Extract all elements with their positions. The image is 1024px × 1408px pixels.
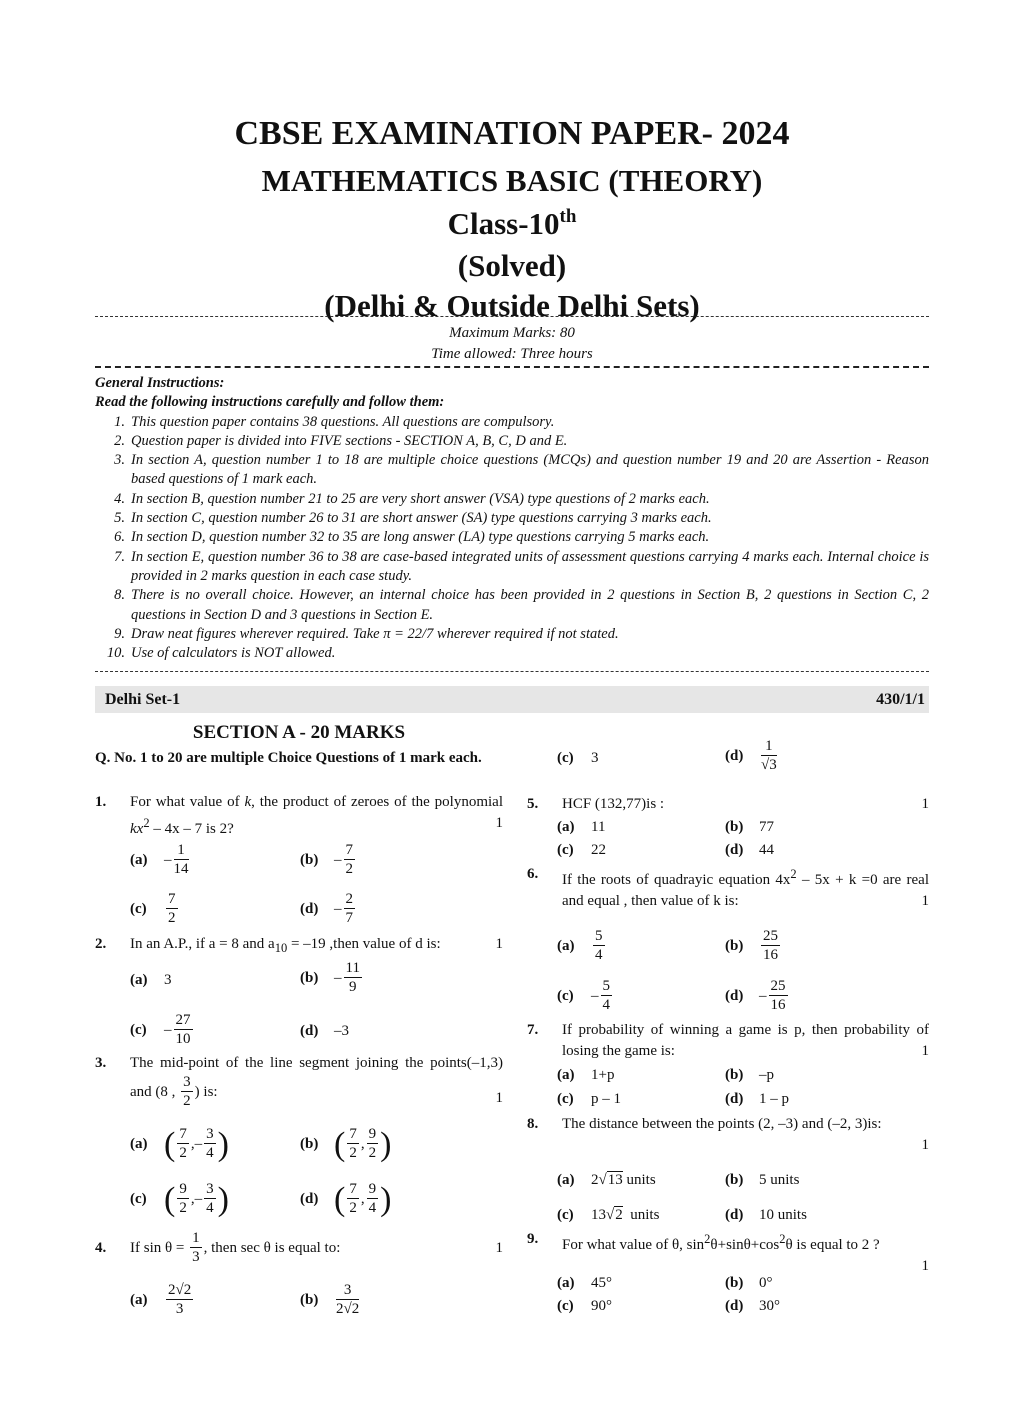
right-column bbox=[527, 720, 929, 1360]
option-a[interactable] bbox=[557, 1065, 614, 1086]
option-value: 44 bbox=[759, 842, 774, 858]
q-text: For what value of θ, sin bbox=[562, 1237, 705, 1253]
option-label: (d) bbox=[725, 842, 744, 858]
paren-close: ) bbox=[217, 1126, 229, 1163]
question-marks: 1 bbox=[495, 815, 503, 831]
fraction-num: 7 bbox=[345, 842, 353, 858]
q-text: θ+sinθ+cos bbox=[710, 1237, 780, 1253]
instruction-text: In section C, question number 26 to 31 are short answer (SA) type questions carrying 3 marks each. bbox=[131, 510, 712, 527]
radicand: 2 bbox=[615, 1207, 623, 1223]
instruction-number: 4. bbox=[114, 490, 125, 507]
instruction-item bbox=[95, 625, 929, 644]
option-value: p – 1 bbox=[591, 1091, 621, 1107]
fraction-num: 7 bbox=[168, 891, 176, 907]
instruction-number: 5. bbox=[114, 510, 125, 527]
option-label: (a) bbox=[557, 937, 575, 954]
fraction bbox=[761, 928, 780, 965]
question-marks: 1 bbox=[921, 893, 929, 909]
fraction-den: 4 bbox=[206, 1145, 214, 1161]
question-text bbox=[130, 792, 503, 840]
option-c[interactable]: (c) – $\frac{27}{10}$ bbox=[130, 1012, 191, 1047]
fraction-den: √3 bbox=[761, 757, 777, 773]
fraction-num: 11 bbox=[345, 960, 360, 976]
instruction-item bbox=[95, 548, 929, 587]
option-label: (b) bbox=[300, 851, 319, 868]
q-sub: 10 bbox=[274, 941, 288, 955]
q-sup: 2 bbox=[704, 1232, 711, 1246]
fraction bbox=[344, 842, 356, 879]
fraction-den: 10 bbox=[175, 1031, 191, 1047]
fraction bbox=[204, 1126, 216, 1163]
fraction-num: 1 bbox=[192, 1230, 200, 1246]
option-label: (a) bbox=[130, 851, 148, 868]
option-c[interactable]: (c) – $\frac{5}{4}$ bbox=[557, 978, 610, 1013]
question-text bbox=[562, 794, 929, 815]
question-3 bbox=[95, 1053, 503, 1111]
option-c[interactable] bbox=[557, 1089, 621, 1110]
section-title: SECTION A - 20 MARKS bbox=[192, 722, 406, 743]
fraction-den: 3 bbox=[175, 1301, 184, 1317]
paren-close: ) bbox=[217, 1181, 229, 1218]
option-label: (d) bbox=[725, 1207, 744, 1223]
fraction-den: 4 bbox=[206, 1200, 214, 1216]
option-label: (d) bbox=[300, 1023, 319, 1039]
fraction-den: 4 bbox=[595, 947, 603, 963]
fraction bbox=[204, 1181, 216, 1218]
option-label: (a) bbox=[557, 1067, 575, 1083]
option-label: (a) bbox=[130, 972, 148, 988]
option-b[interactable] bbox=[725, 817, 774, 838]
option-b[interactable] bbox=[725, 1170, 799, 1191]
fraction bbox=[174, 842, 189, 879]
option-label: (c) bbox=[557, 1091, 574, 1107]
fraction bbox=[769, 978, 788, 1015]
paper-meta bbox=[95, 323, 929, 365]
fraction-den: 2 bbox=[183, 1093, 191, 1109]
option-c[interactable] bbox=[557, 840, 606, 861]
fraction-den: 9 bbox=[348, 979, 357, 995]
q-var: k bbox=[244, 794, 252, 810]
question-4 bbox=[95, 1230, 503, 1267]
fraction bbox=[336, 1282, 359, 1319]
question-8 bbox=[527, 1114, 929, 1156]
option-label: (d) bbox=[725, 747, 744, 764]
option-label: (b) bbox=[725, 819, 744, 835]
question-marks: 1 bbox=[921, 1043, 929, 1059]
instruction-number: 10. bbox=[106, 645, 125, 662]
option-label: (c) bbox=[130, 900, 147, 917]
option-label: (d) bbox=[300, 900, 319, 917]
question-1 bbox=[95, 792, 503, 840]
option-b[interactable]: (b) ( $\frac{7}{2}$ , $\frac{9}{2}$ ) bbox=[300, 1126, 392, 1163]
option-label: (a) bbox=[130, 1291, 148, 1308]
instructions-subheading: Read the following instructions carefully and follow them: bbox=[95, 394, 445, 411]
fraction-num: 9 bbox=[368, 1126, 377, 1142]
question-text bbox=[562, 864, 929, 912]
option-label: (b) bbox=[300, 1135, 319, 1152]
fraction-num: 3 bbox=[206, 1126, 214, 1142]
option-label: (d) bbox=[300, 1190, 319, 1207]
question-5 bbox=[527, 794, 929, 815]
fraction-den: 4 bbox=[368, 1200, 377, 1216]
instruction-text: Draw neat figures wherever required. Take π = 22/7 wherever required if not stated. bbox=[131, 625, 619, 642]
paper-title: CBSE EXAMINATION PAPER- 2024 bbox=[234, 115, 790, 152]
option-d[interactable] bbox=[300, 1021, 349, 1042]
question-number: 2. bbox=[95, 936, 107, 952]
option-value: 13 bbox=[591, 1207, 606, 1223]
question-text bbox=[130, 934, 503, 959]
instruction-text: Use of calculators is NOT allowed. bbox=[131, 645, 336, 662]
instruction-text: This question paper contains 38 questions. All questions are compulsory. bbox=[131, 413, 555, 430]
option-b[interactable] bbox=[725, 928, 782, 965]
instruction-number: 7. bbox=[114, 548, 125, 565]
question-number: 8. bbox=[527, 1116, 539, 1132]
fraction bbox=[166, 1282, 193, 1319]
fraction bbox=[601, 978, 613, 1015]
option-value: 2 bbox=[591, 1172, 599, 1188]
fraction-num: 25 bbox=[770, 978, 786, 994]
paren-open: ( bbox=[334, 1126, 346, 1163]
class-sup: th bbox=[559, 206, 577, 227]
fraction bbox=[347, 1181, 359, 1218]
fraction-den: 2 bbox=[345, 861, 353, 877]
question-number: 5. bbox=[527, 796, 539, 812]
option-d[interactable] bbox=[725, 840, 774, 861]
q-text: – 5x + k =0 are real and equal , then value of k is: bbox=[562, 872, 929, 909]
instruction-item bbox=[95, 644, 929, 663]
option-d[interactable]: (d) – $\frac{2}{7}$ bbox=[300, 891, 353, 926]
question-number: 7. bbox=[527, 1022, 539, 1038]
option-c[interactable] bbox=[130, 891, 180, 928]
option-label: (a) bbox=[130, 1135, 148, 1152]
fraction-num: 3 bbox=[336, 1282, 359, 1300]
question-marks: 1 bbox=[921, 1137, 929, 1153]
fraction bbox=[347, 1126, 359, 1163]
option-d[interactable] bbox=[725, 1296, 780, 1317]
option-label: (c) bbox=[557, 750, 574, 766]
fraction-num: 3 bbox=[206, 1181, 214, 1197]
fraction-num: 7 bbox=[349, 1126, 357, 1142]
fraction bbox=[367, 1126, 379, 1163]
paren-open: ( bbox=[164, 1181, 176, 1218]
question-9 bbox=[527, 1229, 929, 1277]
question-text bbox=[130, 1053, 503, 1111]
option-label: (a) bbox=[557, 1275, 575, 1291]
option-d[interactable]: (d) ( $\frac{7}{2}$ , $\frac{9}{4}$ ) bbox=[300, 1181, 392, 1218]
fraction-num: 9 bbox=[368, 1181, 377, 1197]
fraction-den: 2 bbox=[368, 1145, 377, 1161]
option-c[interactable]: (c) ( $\frac{9}{2}$ ,– $\frac{3}{4}$ ) bbox=[130, 1181, 229, 1218]
question-marks: 1 bbox=[495, 936, 503, 952]
q-text: ) is: bbox=[194, 1083, 218, 1100]
option-a[interactable] bbox=[130, 1282, 195, 1319]
option-a[interactable] bbox=[557, 928, 607, 965]
fraction bbox=[344, 891, 356, 928]
paper-subject: MATHEMATICS BASIC (THEORY) bbox=[261, 163, 763, 198]
q-text: θ is equal to 2 ? bbox=[785, 1237, 880, 1253]
fraction-num: 27 bbox=[175, 1012, 191, 1028]
fraction-num: 1 bbox=[761, 738, 777, 756]
fraction bbox=[761, 738, 777, 775]
option-value: 30° bbox=[759, 1298, 780, 1314]
option-d[interactable] bbox=[725, 738, 779, 775]
option-a[interactable]: (a) – $\frac{1}{14}$ bbox=[130, 842, 189, 877]
radicand: 13 bbox=[607, 1172, 623, 1188]
fraction-den: 2 bbox=[349, 1145, 357, 1161]
option-label: (b) bbox=[725, 1172, 744, 1188]
fraction-den: 2 bbox=[179, 1200, 187, 1216]
q-text: HCF (132,77)is : bbox=[562, 796, 665, 812]
fraction-den: 2 bbox=[168, 910, 176, 926]
question-marks: 1 bbox=[921, 1258, 929, 1274]
instruction-item bbox=[95, 451, 929, 490]
instruction-number: 9. bbox=[114, 625, 125, 642]
question-number: 6. bbox=[527, 866, 539, 882]
set-bar bbox=[95, 686, 929, 713]
fraction-den: 3 bbox=[192, 1249, 200, 1265]
fraction-den: 16 bbox=[763, 947, 778, 963]
fraction bbox=[593, 928, 605, 965]
option-c[interactable] bbox=[557, 748, 599, 769]
q-text: In an A.P., if a = 8 and a bbox=[130, 936, 275, 952]
set-code: 430/1/1 bbox=[876, 691, 925, 708]
option-a[interactable]: (a) ( $\frac{7}{2}$ ,– $\frac{3}{4}$ ) bbox=[130, 1126, 229, 1163]
question-text bbox=[562, 1229, 929, 1274]
fraction-num: 25 bbox=[763, 928, 778, 944]
option-a[interactable]: (a) 2√13 units bbox=[557, 1170, 656, 1191]
option-label: (c) bbox=[557, 1298, 574, 1314]
paper-sets: (Delhi & Outside Delhi Sets) bbox=[324, 288, 700, 323]
option-value: 45° bbox=[591, 1275, 612, 1291]
q-text: If the roots of quadrayic equation 4x bbox=[562, 872, 791, 888]
option-label: (c) bbox=[557, 842, 574, 858]
fraction-den: 7 bbox=[345, 910, 353, 926]
option-b[interactable]: (b) – $\frac{7}{2}$ bbox=[300, 842, 353, 877]
q-text: , then sec θ is equal to: bbox=[203, 1239, 341, 1256]
instruction-text: In section A, question number 1 to 18 are multiple choice questions (MCQs) and question number 19 and 20 are Assertion - Reason based questions of 1 mark each. bbox=[131, 452, 929, 488]
q-text: If sin θ = bbox=[130, 1239, 185, 1256]
option-label: (c) bbox=[130, 1190, 147, 1207]
question-number: 9. bbox=[527, 1231, 539, 1247]
q-sup: 2 bbox=[143, 816, 150, 830]
question-text bbox=[562, 1020, 929, 1062]
section-intro: Q. No. 1 to 20 are multiple Choice Questions of 1 mark each. bbox=[95, 750, 482, 766]
instruction-number: 3. bbox=[114, 452, 125, 469]
option-label: (d) bbox=[725, 987, 744, 1004]
instruction-text: In section B, question number 21 to 25 are very short answer (VSA) type questions of 2 marks each. bbox=[131, 490, 710, 507]
q-text: = –19 ,then value of d is: bbox=[287, 936, 441, 952]
fraction-num: 7 bbox=[349, 1181, 357, 1197]
q-text: – 4x – 7 is 2? bbox=[149, 821, 234, 837]
class-label: Class-10 bbox=[447, 206, 560, 241]
question-2 bbox=[95, 934, 503, 959]
question-7 bbox=[527, 1020, 929, 1062]
option-unit: units bbox=[626, 1172, 656, 1188]
option-c[interactable] bbox=[557, 1296, 612, 1317]
option-value: 3 bbox=[164, 972, 172, 988]
divider bbox=[95, 366, 929, 368]
option-a[interactable] bbox=[130, 970, 172, 991]
fraction-den: 16 bbox=[770, 997, 786, 1013]
option-d[interactable]: (d) – $\frac{25}{16}$ bbox=[725, 978, 786, 1013]
option-value: 1+p bbox=[591, 1067, 615, 1083]
divider bbox=[95, 316, 929, 317]
option-value: 90° bbox=[591, 1298, 612, 1314]
option-b[interactable]: (b) – $\frac{11}{9}$ bbox=[300, 960, 360, 995]
paper-title-block bbox=[95, 112, 929, 326]
instruction-text: In section E, question number 36 to 38 are case-based integrated units of assessment questions carrying 4 marks each. Internal choice is provided in 2 marks question in each case study. bbox=[131, 548, 929, 584]
paper-class bbox=[95, 204, 929, 244]
option-a[interactable] bbox=[557, 817, 605, 838]
option-value: 0° bbox=[759, 1275, 773, 1291]
question-text bbox=[562, 1114, 929, 1153]
option-c[interactable]: (c) 13√2 units bbox=[557, 1205, 659, 1226]
option-value: 11 bbox=[591, 819, 606, 835]
option-label: (d) bbox=[725, 1298, 744, 1314]
fraction bbox=[174, 1012, 193, 1049]
question-6 bbox=[527, 864, 929, 912]
fraction-den: 2 bbox=[179, 1145, 187, 1161]
option-label: (c) bbox=[557, 1207, 574, 1223]
option-value: 1 – p bbox=[759, 1091, 789, 1107]
instruction-number: 8. bbox=[114, 587, 125, 604]
instruction-item bbox=[95, 432, 929, 451]
question-marks: 1 bbox=[495, 1090, 503, 1106]
instruction-item bbox=[95, 586, 929, 625]
q-sup: 2 bbox=[779, 1232, 786, 1246]
instruction-text: Question paper is divided into FIVE sections - SECTION A, B, C, D and E. bbox=[131, 432, 568, 449]
q-text: For what value of bbox=[130, 794, 245, 810]
option-label: (a) bbox=[557, 819, 575, 835]
option-value: 5 units bbox=[759, 1172, 800, 1188]
option-label: (b) bbox=[725, 937, 744, 954]
option-label: (a) bbox=[557, 1172, 575, 1188]
fraction bbox=[177, 1126, 189, 1163]
question-number: 3. bbox=[95, 1055, 107, 1071]
time-allowed: Time allowed: Three hours bbox=[431, 346, 593, 362]
fraction bbox=[190, 1230, 202, 1267]
maximum-marks: Maximum Marks: 80 bbox=[449, 325, 575, 341]
general-instructions bbox=[95, 374, 929, 663]
fraction bbox=[177, 1181, 189, 1218]
option-d[interactable] bbox=[725, 1205, 807, 1226]
question-marks: 1 bbox=[921, 796, 929, 812]
instruction-item bbox=[95, 490, 929, 509]
option-label: (b) bbox=[725, 1067, 744, 1083]
question-marks: 1 bbox=[495, 1240, 503, 1256]
divider bbox=[95, 671, 929, 672]
fraction bbox=[344, 960, 362, 997]
q-text: If probability of winning a game is p, then probability of losing the game is: bbox=[562, 1022, 929, 1059]
option-value: 10 units bbox=[759, 1207, 807, 1223]
fraction-num: 5 bbox=[602, 978, 610, 994]
instruction-number: 6. bbox=[114, 529, 125, 546]
instructions-list bbox=[95, 413, 929, 664]
option-label: (d) bbox=[725, 1091, 744, 1107]
instruction-number: 2. bbox=[114, 432, 125, 449]
option-label: (c) bbox=[130, 1021, 147, 1038]
fraction-den: 2√2 bbox=[336, 1301, 360, 1317]
paren-close: ) bbox=[380, 1181, 392, 1218]
option-value: –p bbox=[759, 1067, 774, 1083]
fraction bbox=[181, 1074, 193, 1111]
option-label: (b) bbox=[300, 969, 319, 986]
fraction-num: 2 bbox=[345, 891, 353, 907]
q-var: kx bbox=[130, 821, 144, 837]
fraction-num: 2√2 bbox=[168, 1282, 192, 1298]
option-value: 22 bbox=[591, 842, 606, 858]
paren-open: ( bbox=[164, 1126, 176, 1163]
option-b[interactable] bbox=[725, 1273, 773, 1294]
q-text: The mid-point of the line segment joining the points(–1,3) and (8 , bbox=[130, 1055, 503, 1100]
option-value: 77 bbox=[759, 819, 774, 835]
instruction-item bbox=[95, 509, 929, 528]
instruction-text: There is no overall choice. However, an internal choice has been provided in 2 questions in Section B, 2 questions in Section C, 2 questions in Section D and 3 questions in Section E. bbox=[131, 587, 929, 623]
fraction bbox=[166, 891, 178, 928]
question-text bbox=[130, 1230, 503, 1267]
instructions-heading: General Instructions: bbox=[95, 375, 225, 391]
q-text: , the product of zeroes of the polynomial bbox=[251, 794, 503, 810]
left-column bbox=[95, 720, 503, 1360]
option-label: (b) bbox=[300, 1291, 319, 1308]
option-unit: units bbox=[630, 1207, 660, 1223]
q-sup: 2 bbox=[790, 867, 797, 881]
fraction-num: 1 bbox=[174, 842, 189, 860]
instruction-number: 1. bbox=[114, 413, 125, 430]
fraction bbox=[367, 1181, 379, 1218]
paren-close: ) bbox=[380, 1126, 392, 1163]
instruction-item bbox=[95, 528, 929, 547]
fraction-den: 14 bbox=[173, 861, 189, 877]
question-number: 1. bbox=[95, 794, 107, 810]
fraction-num: 3 bbox=[183, 1074, 191, 1090]
fraction-num: 5 bbox=[595, 928, 603, 944]
instruction-text: In section D, question number 32 to 35 are long answer (LA) type questions carrying 5 marks each. bbox=[131, 529, 710, 546]
option-d[interactable] bbox=[725, 1089, 789, 1110]
instruction-item bbox=[95, 413, 929, 432]
question-number: 4. bbox=[95, 1240, 107, 1256]
option-b[interactable] bbox=[725, 1065, 774, 1086]
q-text: The distance between the points (2, –3) and (–2, 3)is: bbox=[562, 1116, 882, 1132]
option-value: –3 bbox=[334, 1023, 349, 1039]
fraction-num: 9 bbox=[179, 1181, 187, 1197]
fraction-den: 2 bbox=[349, 1200, 357, 1216]
option-label: (b) bbox=[725, 1275, 744, 1291]
option-label: (c) bbox=[557, 987, 574, 1004]
paper-solved: (Solved) bbox=[457, 248, 567, 283]
paren-open: ( bbox=[334, 1181, 346, 1218]
option-value: 3 bbox=[591, 750, 599, 766]
fraction-num: 7 bbox=[179, 1126, 187, 1142]
fraction-den: 4 bbox=[602, 997, 610, 1013]
option-a[interactable] bbox=[557, 1273, 612, 1294]
option-b[interactable] bbox=[300, 1282, 361, 1319]
set-name: Delhi Set-1 bbox=[105, 691, 181, 708]
